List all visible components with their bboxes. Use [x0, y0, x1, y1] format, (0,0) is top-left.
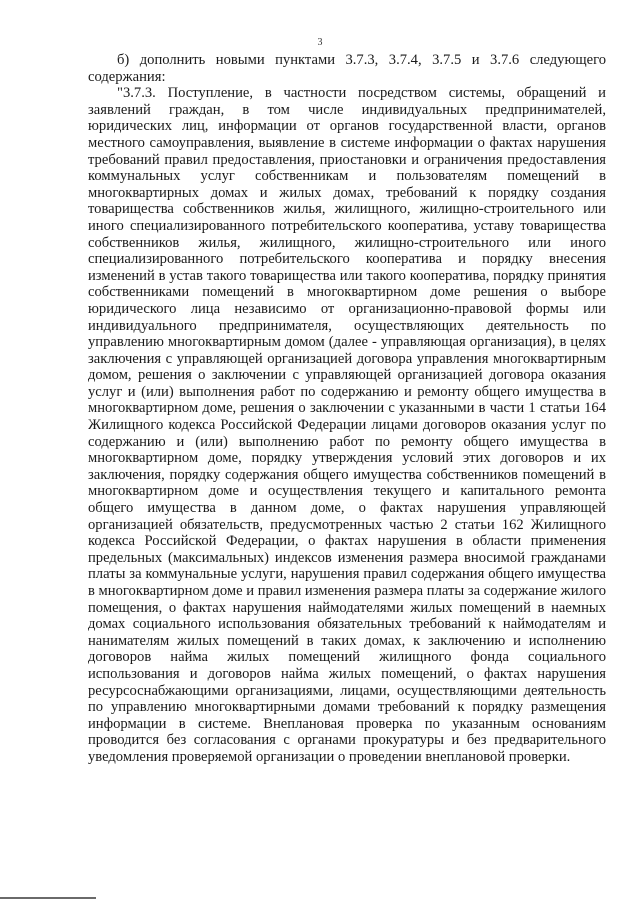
page-number: 3 [317, 37, 323, 48]
intro-paragraph: б) дополнить новыми пунктами 3.7.3, 3.7.4, 3.7.5 и 3.7.6 следующего содержания: [88, 52, 606, 85]
scan-edge-line [0, 897, 96, 899]
document-body [88, 52, 606, 766]
clause-3-7-3-paragraph: "3.7.3. Поступление, в частности посредством системы, обращений и заявлений граждан, в том числе индивидуальных предпринимателей, юридических лиц, информации от органов государственной власти, органов местного самоуправления, выявление в системе информации о фактах нарушения требований правил предоставления, приостановки и ограничения предоставления коммунальных услуг собственникам и пользователям помещений в многоквартирных домах и жилых домах, требований к порядку создания товарищества собственников жилья, жилищного, жилищно-строительного или иного специализированного потребительского кооператива, уставу товарищества собственников жилья, жилищного, жилищно-строительного или иного специализированного потребительского кооператива и порядку внесения изменений в устав такого товарищества или такого кооператива, порядку принятия собственниками помещений в многоквартирном доме решения о выборе юридического лица независимо от организационно-правовой формы или индивидуального предпринимателя, осуществляющих деятельность по управлению многоквартирным домом (далее - управляющая организация), в целях заключения с управляющей организацией договора управления многоквартирным домом, решения о заключении с управляющей организацией договора оказания услуг и (или) выполнения работ по содержанию и ремонту общего имущества в многоквартирном доме, решения о заключении с указанными в части 1 статьи 164 Жилищного кодекса Российской Федерации лицами договоров оказания услуг по содержанию и (или) выполнению работ по ремонту общего имущества в многоквартирном доме, порядку утверждения условий этих договоров и их заключения, порядку содержания общего имущества собственников помещений в многоквартирном доме и осуществления текущего и капитального ремонта общего имущества в данном доме, о фактах нарушения управляющей организацией обязательств, предусмотренных частью 2 статьи 162 Жилищного кодекса Российской Федерации, о фактах нарушения в области применения предельных (максимальных) индексов изменения размера вносимой гражданами платы за коммунальные услуги, нарушения правил содержания общего имущества в многоквартирном доме и правил изменения размера платы за содержание жилого помещения, о фактах нарушения наймодателями жилых помещений в наемных домах социального использования обязательных требований к наймодателям и нанимателям жилых помещений в таких домах, к заключению и исполнению договоров найма жилых помещений жилищного фонда социального использования и договоров найма жилых помещений, о фактах нарушения ресурсоснабжающими организациями, лицами, осуществляющими деятельность по управлению многоквартирными домами требований к порядку размещения информации в системе. Внеплановая проверка по указанным основаниям проводится без согласования с органами прокуратуры и без предварительного уведомления проверяемой организации о проведении внеплановой проверки. [88, 85, 606, 765]
